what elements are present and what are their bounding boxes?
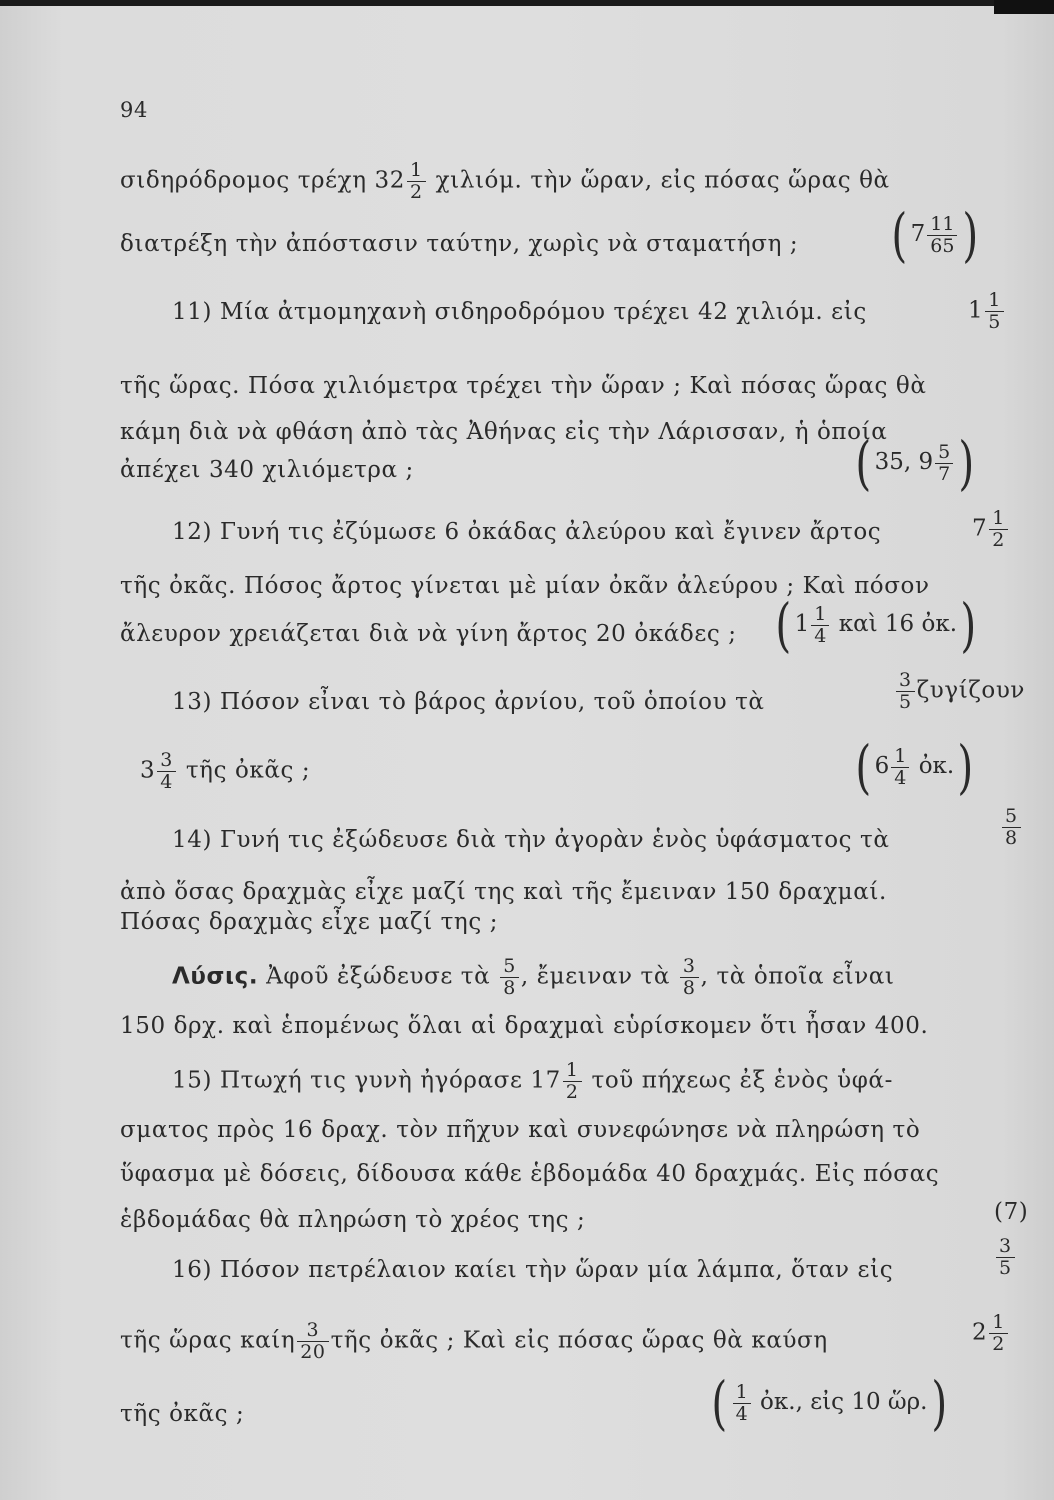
problem-14-frac: $\frac{5}{8}$ xyxy=(1000,806,1023,849)
text-line-6: ἀπέχει 340 χιλιόμετρα ; xyxy=(120,457,414,483)
problem-12: 12) Γυνή τις ἐζύμωσε 6 ὀκάδας ἀλεύρου καὶ ἔγινεν ἄρτος xyxy=(172,519,882,545)
text-line-11: 3 $\frac{3}{4}$ τῆς ὀκᾶς ; xyxy=(140,749,311,793)
text-line-19: ὕφασμα μὲ δόσεις, δίδουσα κάθε ἑβδομάδα 40 δραχμάς. Εἰς πόσας xyxy=(120,1161,940,1187)
answer-line-23: ( $\frac{1}{4}$ ὀκ., εἰς 10 ὥρ.) xyxy=(711,1369,947,1437)
problem-11: 11) Μία ἀτμομηχανὴ σιδηροδρόμου τρέχει 42 χιλιόμ. εἰς xyxy=(172,299,867,325)
answer-line-20: (7) xyxy=(994,1199,1029,1225)
fraction: $\frac{1}{2}$ xyxy=(407,160,426,203)
problem-13: 13) Πόσον εἶναι τὸ βάρος ἀρνίου, τοῦ ὁποίου τὰ xyxy=(172,689,765,715)
text-line-1: σιδηρόδρομος τρέχη 32 $\frac{1}{2}$ χιλιόμ. τὴν ὥραν, εἰς πόσας ὥρας θὰ xyxy=(120,159,890,203)
text-line-14: Πόσας δραχμὰς εἶχε μαζί της ; xyxy=(120,909,499,935)
text-line-4: τῆς ὥρας. Πόσα χιλιόμετρα τρέχει τὴν ὥραν ; Καὶ πόσας ὥρας θὰ xyxy=(120,373,927,399)
scan-edge-corner xyxy=(994,0,1054,14)
problem-11-value: 1 $\frac{1}{5}$ xyxy=(968,290,1006,333)
text-line-9: ἄλευρον χρειάζεται διὰ νὰ γίνη ἄρτος 20 ὀκάδες ; xyxy=(120,621,737,647)
problem-13-frac: $\frac{3}{5}$ ζυγίζουν xyxy=(894,670,1025,713)
text-line-8: τῆς ὀκᾶς. Πόσος ἄρτος γίνεται μὲ μίαν ὀκᾶν ἀλεύρου ; Καὶ πόσον xyxy=(120,573,930,599)
text-line-18: σματος πρὸς 16 δραχ. τὸν πῆχυν καὶ συνεφώνησε νὰ πληρώση τὸ xyxy=(120,1117,921,1143)
scan-edge xyxy=(0,0,1054,6)
problem-14: 14) Γυνή τις ἐξώδευσε διὰ τὴν ἀγορὰν ἑνὸς ὑφάσματος τὰ xyxy=(172,827,890,853)
problem-15: 15) Πτωχή τις γυνὴ ἠγόρασε 17 $\frac{1}{2}$ τοῦ πήχεως ἐξ ἑνὸς ὑφά- xyxy=(172,1059,893,1103)
text-line-23: τῆς ὀκᾶς ; xyxy=(120,1401,245,1427)
problem-16-frac: $\frac{3}{5}$ xyxy=(994,1236,1017,1279)
page-number: 94 xyxy=(120,98,148,122)
text-line-13: ἀπὸ ὅσας δραχμὰς εἶχε μαζί της καὶ τῆς ἔμειναν 150 δραχμαί. xyxy=(120,879,887,905)
answer-line-6: ( 35, 9 $\frac{5}{7}$ ) xyxy=(855,429,975,497)
text-line-16: 150 δρχ. καὶ ἑπομένως ὅλαι αἱ δραχμαὶ εὑρίσκομεν ὅτι ἦσαν 400. xyxy=(120,1013,929,1039)
problem-12-value: 7 $\frac{1}{2}$ xyxy=(972,508,1010,551)
text-line-5: κάμη διὰ νὰ φθάση ἀπὸ τὰς Ἀθήνας εἰς τὴν Λάρισσαν, ἡ ὁποία xyxy=(120,419,888,445)
answer-line-9: ( 1 $\frac{1}{4}$ καὶ 16 ὀκ.) xyxy=(775,591,977,659)
answer-line-2: ( 7 $\frac{11}{65}$ ) xyxy=(891,201,979,269)
text-line-22: τῆς ὥρας καίη $\frac{3}{20}$ τῆς ὀκᾶς ; Καὶ εἰς πόσας ὥρας θὰ καύση xyxy=(120,1319,828,1363)
text-line-20: ἑβδομάδας θὰ πληρώση τὸ χρέος της ; xyxy=(120,1207,586,1233)
solution-line: Λύσις. Ἀφοῦ ἐξώδευσε τὰ $\frac{5}{8}$ , ἔμειναν τὰ $\frac{3}{8}$ , τὰ ὁποῖα εἶναι xyxy=(172,955,895,999)
text-line-2: διατρέξη τὴν ἀπόστασιν ταύτην, χωρὶς νὰ σταματήση ; xyxy=(120,231,799,257)
text-line-22-value: 2 $\frac{1}{2}$ xyxy=(972,1312,1010,1355)
problem-16: 16) Πόσον πετρέλαιον καίει τὴν ὥραν μία λάμπα, ὅταν εἰς xyxy=(172,1257,894,1283)
answer-line-11: ( 6 $\frac{1}{4}$ ὀκ.) xyxy=(855,733,974,801)
